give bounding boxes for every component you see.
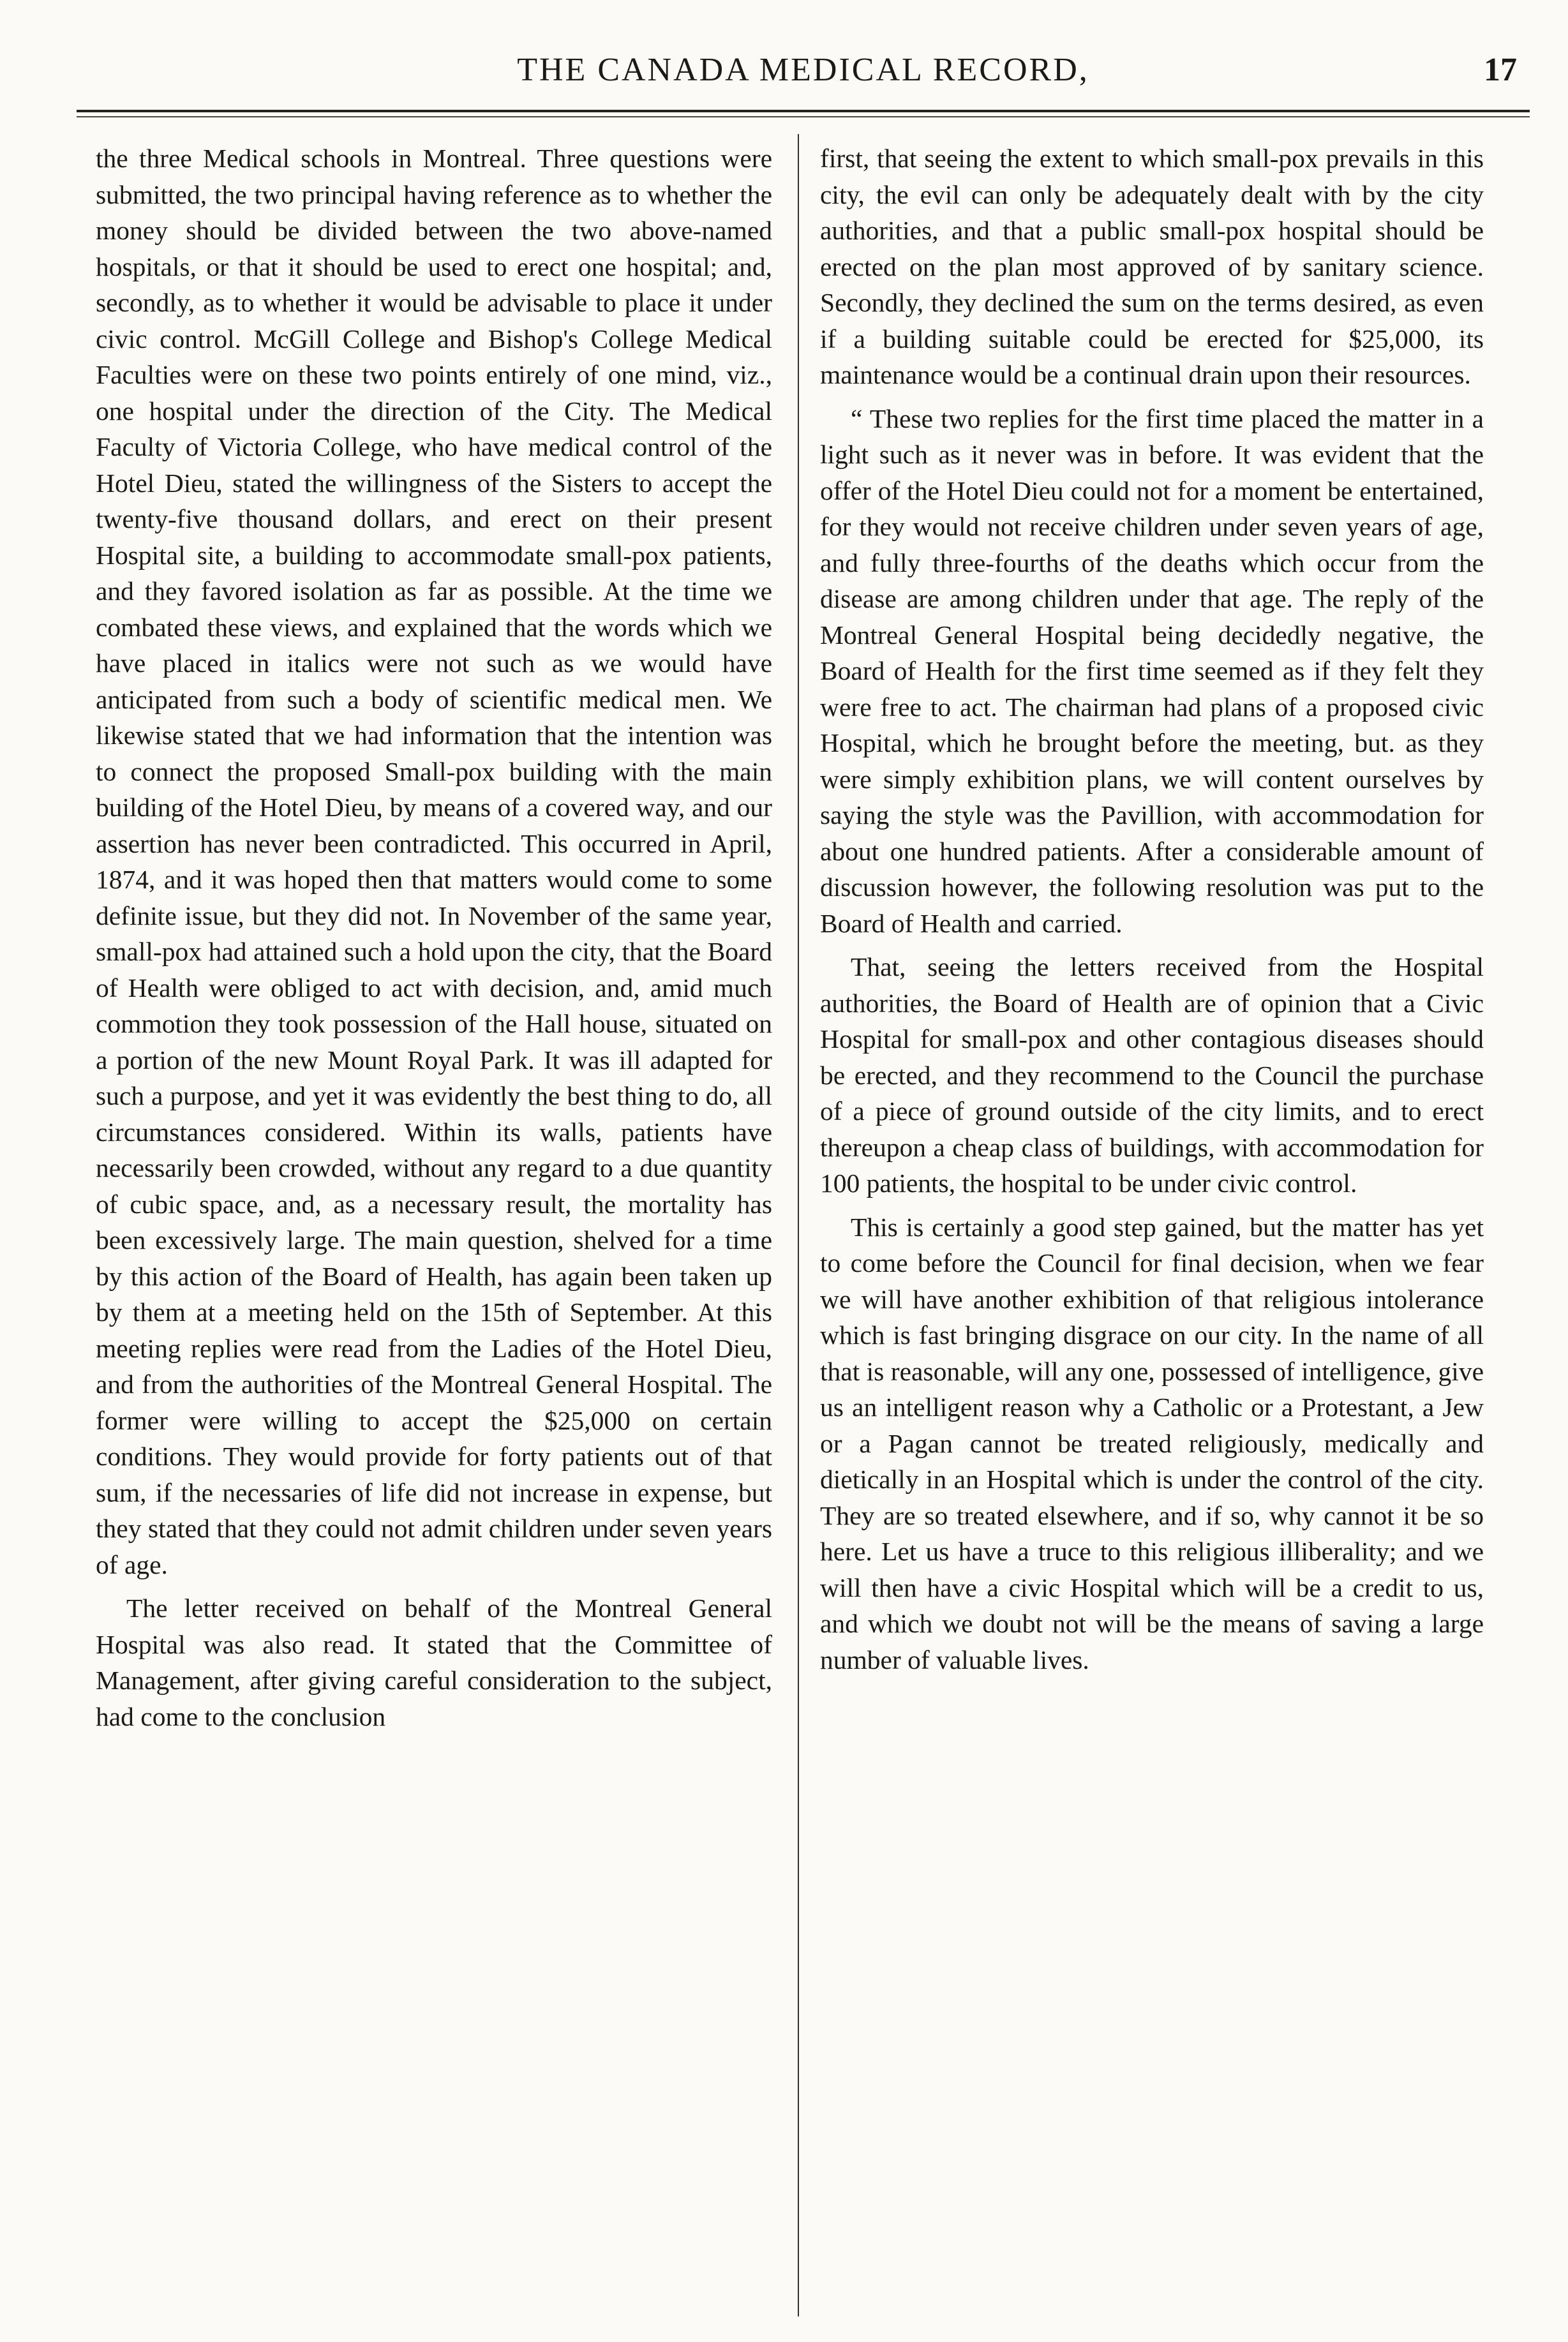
page-header: [77, 38, 1530, 108]
header-rule-thin: [77, 116, 1530, 117]
header-rule: [77, 110, 1530, 112]
paragraph: This is certainly a good step gained, but the matter has yet to come before the Council for final decision, when we fear we will have another exhibition of that religious intolerance which is fast bringing disgrace on our city. In the name of all that is reasonable, will any one, possessed of intelligence, give us an intelligent reason why a Catholic or a Protestant, a Jew or a Pagan cannot be treated religiously, medically and dietically in an Hospital which is under the control of the city. They are so treated elsewhere, and if so, why cannot it be so here. Let us have a truce to this religious illiberality; and we will then have a civic Hospital which will be a credit to us, and which we doubt not will be the means of saving a large number of valuable lives.: [820, 1212, 1484, 1674]
running-title: THE CANADA MEDICAL RECORD,: [517, 52, 1089, 88]
paragraph: The letter received on behalf of the Montreal General Hospital was also read. It stated that the Committee of Management, after giving careful consideration to the subject, had come to the conclusion: [96, 1593, 772, 1731]
paragraph: That, seeing the letters received from the Hospital authorities, the Board of Health are of opinion that a Civic Hospital for small-pox and other contagious diseases should be erected, and they recommend to the Council the purchase of a piece of ground outside of the city limits, and to erect thereupon a cheap class of buildings, with accommodation for 100 patients, the hospital to be under civic control.: [820, 952, 1484, 1198]
paragraph: first, that seeing the extent to which small-pox prevails in this city, the evil can only be adequately dealt with by the city authorities, and that a public small-pox hospital should be erected on the plan most approved of by sanitary science. Secondly, they declined the sum on the terms desired, as even if a building suitable could be erected for $25,000, its maintenance would be a continual drain upon their resources.: [820, 144, 1484, 389]
column-divider: [798, 134, 799, 2316]
left-column: [96, 140, 772, 1734]
paragraph: “ These two replies for the first time placed the matter in a light such as it never was in before. It was evident that the offer of the Hotel Dieu could not for a moment be entertained, for they would not receive children under seven years of age, and fully three-fourths of the deaths which occur from the disease are among children under that age. The reply of the Montreal General Hospital being decidedly negative, the Board of Health for the first time seemed as if they felt they were free to act. The chairman had plans of a proposed civic Hospital, which he brought before the meeting, but. as they were simply exhibition plans, we will content ourselves by saying the style was the Pavillion, with accommodation for about one hundred patients. After a considerable amount of discussion however, the following resolution was put to the Board of Health and carried.: [820, 403, 1484, 938]
paragraph: the three Medical schools in Montreal. Three questions were submitted, the two principal having reference as to whether the money should be divided between the two above-named hospitals, or that it should be used to erect one hospital; and, secondly, as to whether it would be advisable to place it under civic control. McGill College and Bishop's College Medical Faculties were on these two points entirely of one mind, viz., one hospital under the direction of the City. The Medical Faculty of Victoria College, who have medical control of the Hotel Dieu, stated the willingness of the Sisters to accept the twenty-five thousand dollars, and erect on their present Hospital site, a building to accommodate small-pox patients, and they favored isolation as far as possible. At the time we combated these views, and explained that the words which we have placed in italics were not such as we would have anticipated from such a body of scientific medical men. We likewise stated that we had information that the intention was to connect the proposed Small-pox building with the main building of the Hotel Dieu, by means of a covered way, and our assertion has never been contradicted. This occurred in April, 1874, and it was hoped then that matters would come to some definite issue, but they did not. In November of the same year, small-pox had attained such a hold upon the city, that the Board of Health were obliged to act with decision, and, amid much commotion they took possession of the Hall house, situated on a portion of the new Mount Royal Park. It was ill adapted for such a purpose, and yet it was evidently the best thing to do, all circumstances considered. Within its walls, patients have necessarily been crowded, without any regard to a due quantity of cubic space, and, as a necessary result, the mortality has been excessively large. The main question, shelved for a time by this action of the Board of Health, has again been taken up by them at a meeting held on the 15th of September. At this meeting replies were read from the Ladies of the Hotel Dieu, and from the authorities of the Montreal General Hospital. The former were willing to accept the $25,000 on certain conditions. They would provide for forty patients out of that sum, if the necessaries of life did not increase in expense, but they stated that they could not admit children under seven years of age.: [96, 144, 772, 1579]
right-column: [820, 140, 1484, 1678]
page-number: 17: [1484, 52, 1517, 88]
